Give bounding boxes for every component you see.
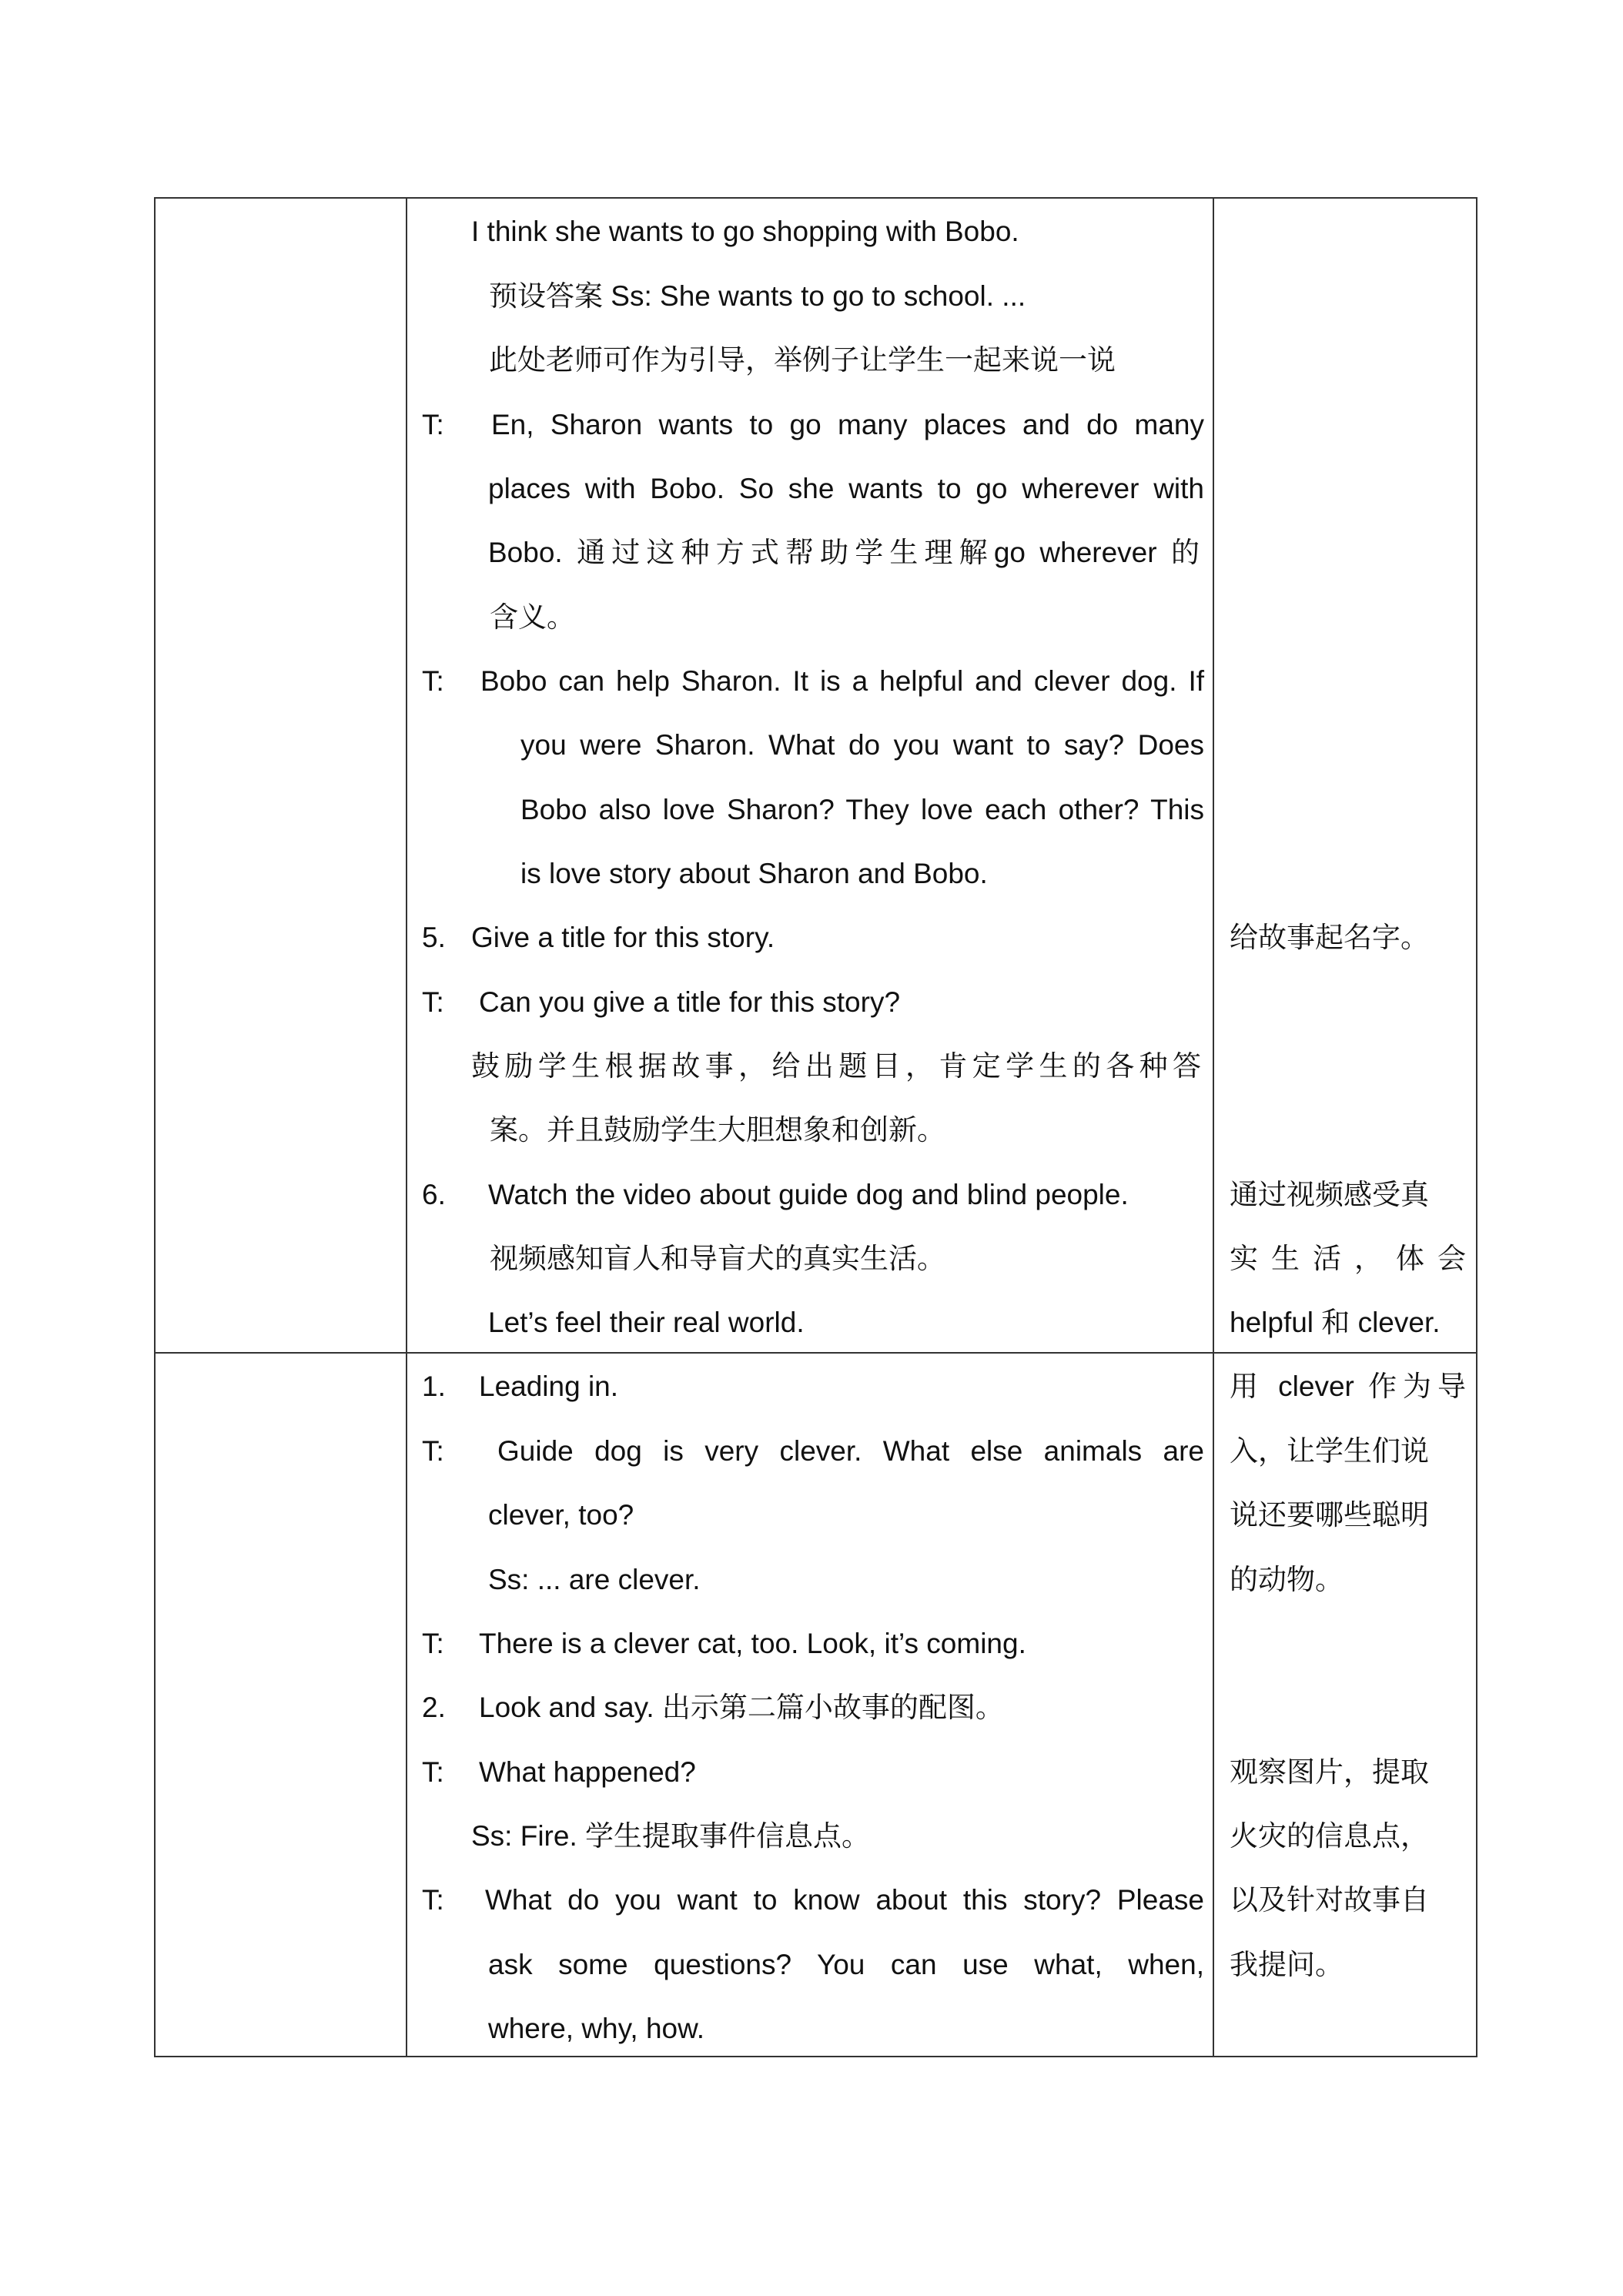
text-line: Bobo also love Sharon? They love each other? This [520,794,1204,825]
speaker-label: T: [422,665,444,697]
text-line: Leading in. [479,1371,619,1402]
note-line: 火灾的信息点， [1230,1820,1429,1852]
text-line: is love story about Sharon and Bobo. [520,858,988,889]
column-divider [1213,199,1214,2056]
text-line: What happened? [479,1756,696,1788]
text-line: 预设答案 Ss: She wants to go to school. ... [489,280,1026,312]
item-number: 1. [422,1371,446,1402]
item-number: 2. [422,1692,446,1723]
note-line: 给故事起名字。 [1230,922,1429,953]
speaker-label: T: [422,409,444,440]
text-line: 含义。 [490,601,575,633]
text-line: you were Sharon. What do you want to say? Does [520,729,1204,761]
note-line: 以及针对故事自 [1230,1884,1429,1916]
text-line: Ss: Fire. 学生提取事件信息点。 [471,1820,871,1852]
text-line: What do you want to know about this story? Please [485,1884,1204,1916]
text-line: 鼓励学生根据故事，给出题目，肯定学生的各种答 [471,1050,1201,1082]
text-line: Look and say. 出示第二篇小故事的配图。 [479,1692,1004,1723]
text-line: Bobo. 通过这种方式帮助学生理解go wherever 的 [488,537,1200,568]
note-line: 入，让学生们说 [1230,1435,1429,1467]
column-divider [406,199,407,2056]
row-divider [156,1352,1476,1354]
note-line: 说还要哪些聪明 [1230,1499,1429,1531]
speaker-label: T: [422,986,444,1018]
text-line: I think she wants to go shopping with Bobo. [471,216,1019,247]
text-line: Guide dog is very clever. What else animals are [497,1435,1204,1467]
speaker-label: T: [422,1884,444,1916]
note-line: 观察图片，提取 [1230,1756,1429,1788]
text-line: where, why, how. [488,2013,705,2044]
text-line: 视频感知盲人和导盲犬的真实生活。 [490,1243,945,1274]
note-line: helpful 和 clever. [1230,1307,1441,1338]
text-line: Ss: ... are clever. [488,1564,701,1595]
speaker-label: T: [422,1628,444,1659]
text-line: Let’s feel their real world. [488,1307,805,1338]
note-line: 我提问。 [1230,1949,1344,1980]
text-line: clever, too? [488,1499,634,1531]
item-number: 6. [422,1179,446,1210]
text-line: En, Sharon wants to go many places and do many [491,409,1204,440]
note-line: 实 生 活 ， 体 会 [1230,1243,1466,1274]
text-line: ask some questions? You can use what, when, [488,1949,1204,1980]
text-line: Give a title for this story. [471,922,775,953]
text-line: Watch the video about guide dog and blind people. [488,1179,1129,1210]
speaker-label: T: [422,1756,444,1788]
note-line: 的动物。 [1230,1564,1344,1595]
note-line: 用 clever 作为导 [1230,1371,1466,1402]
speaker-label: T: [422,1435,444,1467]
text-line: There is a clever cat, too. Look, it’s coming. [479,1628,1026,1659]
text-line: Can you give a title for this story? [479,986,901,1018]
text-line: Bobo can help Sharon. It is a helpful and clever dog. If [480,665,1204,697]
text-line: places with Bobo. So she wants to go wherever with [488,473,1204,504]
text-line: 此处老师可作为引导，举例子让学生一起来说一说 [489,344,1116,376]
item-number: 5. [422,922,446,953]
note-line: 通过视频感受真 [1230,1179,1429,1210]
text-line: 案。并且鼓励学生大胆想象和创新。 [490,1114,945,1146]
